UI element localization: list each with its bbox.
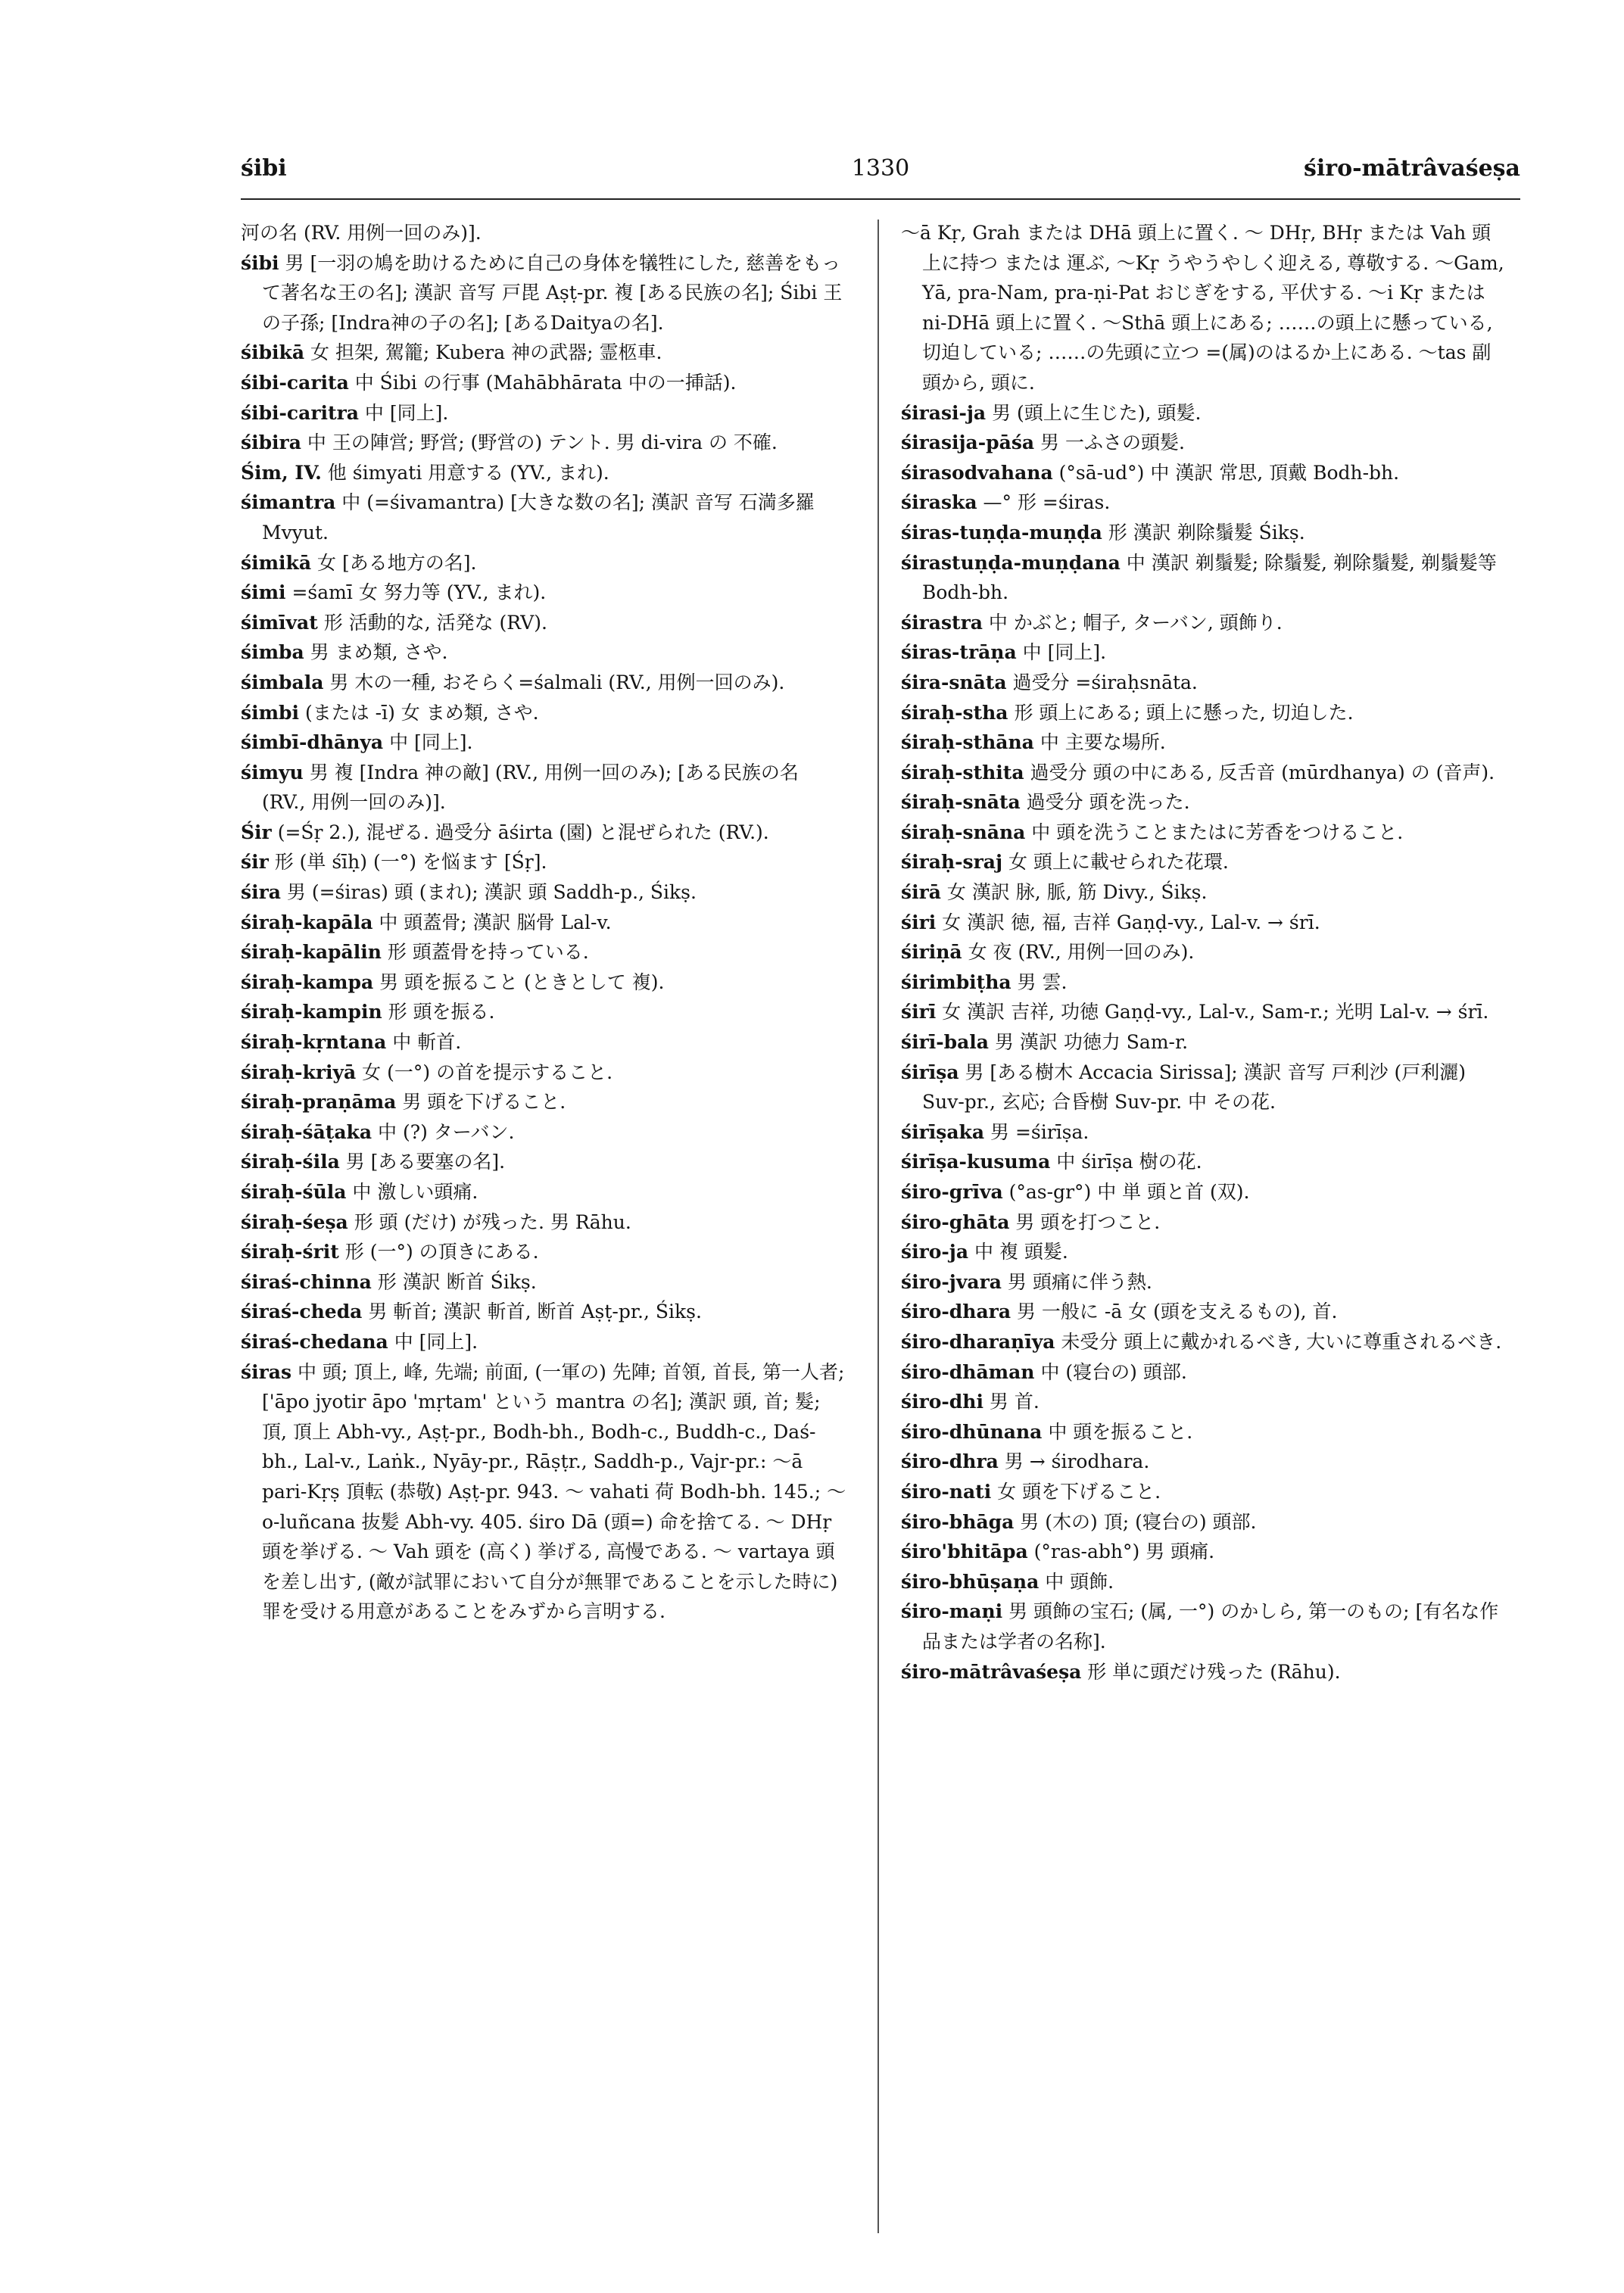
entry-headword: śiraḥ-kapāla bbox=[241, 911, 373, 933]
dictionary-entry bbox=[241, 967, 846, 998]
entry-definition: 男 [一羽の鳩を助けるために自己の身体を犠牲にした, 慈善をもって著名な王の名]; 漢訳 音写 戸毘 Aṣṭ-pr. 複 [ある民族の名]; Śibi 王の子孫; [Indra神の子の名]; [あるDaityaの名]. bbox=[262, 251, 843, 334]
entry-headword: śiraś-chedana bbox=[241, 1330, 388, 1353]
entry-definition: 中 頭を洗うことまたはに芳香をつけること. bbox=[1031, 821, 1404, 843]
dictionary-entry bbox=[901, 398, 1507, 428]
dictionary-entry bbox=[901, 518, 1507, 548]
entry-definition: 中 かぶと; 帽子, ターバン, 頭飾り. bbox=[988, 611, 1283, 634]
entry-definition: 形 漢訳 剃除鬚髮 Śikṣ. bbox=[1108, 521, 1305, 544]
dictionary-entry bbox=[241, 1297, 846, 1327]
entry-definition: 男 まめ類, さや. bbox=[310, 641, 448, 664]
dictionary-entry bbox=[241, 997, 846, 1027]
entry-definition: 男 斬首; 漢訳 斬首, 断首 Aṣṭ-pr., Śikṣ. bbox=[368, 1301, 702, 1323]
entry-definition: 中 Śibi の行事 (Mahābhārata 中の一挿話). bbox=[354, 371, 737, 394]
entry-headword: śiraḥ-sraj bbox=[901, 851, 1002, 874]
entry-definition: (または -ī) 女 まめ類, さや. bbox=[304, 701, 539, 724]
entry-definition: (°sā-ud°) 中 漢訳 常思, 頂戴 Bodh-bh. bbox=[1058, 461, 1400, 484]
dictionary-entry bbox=[241, 548, 846, 578]
entry-headword: śiraḥ-praṇāma bbox=[241, 1091, 397, 1114]
entry-headword: śirīṣaka bbox=[901, 1120, 985, 1143]
dictionary-entry bbox=[241, 637, 846, 668]
entry-headword: śiraḥ-śūla bbox=[241, 1181, 347, 1203]
entry-definition: 中 頭蓋骨; 漢訳 脳骨 Lal-v. bbox=[379, 911, 612, 933]
entry-headword: śiraḥ-śāṭaka bbox=[241, 1120, 372, 1143]
entry-headword: śimbī-dhānya bbox=[241, 731, 384, 754]
entry-headword: śir bbox=[241, 851, 269, 874]
dictionary-entry bbox=[901, 758, 1507, 788]
dictionary-entry bbox=[241, 368, 846, 398]
entry-definition: 男 =śirīṣa. bbox=[990, 1120, 1089, 1143]
entry-headword: śiras-tuṇḍa-muṇḍa bbox=[901, 521, 1102, 544]
entry-headword: śirasi-ja bbox=[901, 401, 987, 424]
entry-headword: śirā bbox=[901, 881, 941, 904]
entry-headword: śiro-dhra bbox=[901, 1450, 999, 1473]
dictionary-entry bbox=[241, 1027, 846, 1058]
entry-definition: 男 雲. bbox=[1017, 970, 1068, 993]
entry-definition: 中 [同上]. bbox=[389, 731, 473, 754]
entry-definition: 形 単に頭だけ残った (Rāhu). bbox=[1087, 1660, 1341, 1683]
entry-headword: śimīvat bbox=[241, 611, 318, 634]
entry-definition: 女 夜 (RV., 用例一回のみ). bbox=[968, 941, 1195, 964]
entry-definition: 形 漢訳 断首 Śikṣ. bbox=[377, 1270, 537, 1293]
entry-definition: 女 漢訳 脉, 脈, 筋 Divy., Śikṣ. bbox=[946, 881, 1208, 904]
entry-headword: śirīṣa-kusuma bbox=[901, 1151, 1051, 1173]
entry-definition: ～ā Kṛ, Grah または DHā 頭上に置く. ～ DHṛ, BHṛ または Vah 頭上に持つ または 運ぶ, ～Kṛ うやうやしく迎える, 尊敬する. ～Gam, Yā, pra-Nam, pra-ṇi-Pat おじぎをする, 平伏する. ～i Kṛ または ni-DHā 頭上に置く. ～Sthā 頭上にある; ……の頭上に懸っている, 切迫している; ……の先頭に立つ =(属)のはるか上にある. ～tas 副 頭から, 頭に. bbox=[901, 222, 1504, 394]
entry-definition: 形 (単 śīḥ) (一°) を悩ます [Śṛ]. bbox=[274, 851, 547, 874]
dictionary-entry bbox=[901, 1417, 1507, 1447]
entry-headword: śirastuṇḍa-muṇḍana bbox=[901, 551, 1121, 574]
entry-definition: 河の名 (RV. 用例一回のみ)]. bbox=[241, 222, 482, 244]
dictionary-entry bbox=[241, 1117, 846, 1148]
dictionary-entry bbox=[241, 488, 846, 547]
dictionary-entry bbox=[241, 608, 846, 638]
dictionary-entry bbox=[901, 967, 1507, 998]
entry-headword: śiraś-cheda bbox=[241, 1301, 363, 1323]
entry-headword: Śir bbox=[241, 821, 272, 843]
entry-definition: 男 [ある要塞の名]. bbox=[345, 1151, 506, 1173]
column-divider bbox=[877, 220, 879, 2233]
entry-headword: śirasodvahana bbox=[901, 461, 1053, 484]
entry-definition: 中 主要な場所. bbox=[1040, 731, 1166, 754]
dictionary-entry bbox=[901, 1567, 1507, 1597]
entry-definition: =śamī 女 努力等 (YV., まれ). bbox=[291, 581, 547, 604]
entry-headword: śiro-jvara bbox=[901, 1270, 1002, 1293]
entry-definition: 男 漢訳 功徳力 Sam-r. bbox=[994, 1031, 1189, 1054]
entry-definition: 中 漢訳 剃鬚髮; 除鬚髮, 剃除鬚髮, 剃鬚髮等 Bodh-bh. bbox=[922, 551, 1497, 604]
entry-definition: 女 [ある地方の名]. bbox=[317, 551, 477, 574]
entry-definition: 形 頭上にある; 頭上に懸った, 切迫した. bbox=[1014, 701, 1354, 724]
dictionary-entry bbox=[901, 1597, 1507, 1656]
dictionary-entry bbox=[241, 1177, 846, 1207]
dictionary-entry bbox=[901, 1117, 1507, 1148]
dictionary-entry bbox=[901, 818, 1507, 848]
entry-definition: 中 (=śivamantra) [大きな数の名]; 漢訳 音写 石満多羅 Mvyut. bbox=[262, 491, 815, 544]
entry-definition: 中 王の陣営; 野営; (野営の) テント. 男 di-vira の 不確. bbox=[307, 431, 778, 454]
dictionary-entry bbox=[241, 1147, 846, 1177]
dictionary-entry bbox=[241, 877, 846, 908]
entry-headword: śiraḥ-kriyā bbox=[241, 1061, 357, 1083]
entry-headword: śiro-ghāta bbox=[901, 1210, 1010, 1233]
entry-definition: 男 複 [Indra 神の敵] (RV., 用例一回のみ); [ある民族の名 (RV., 用例一回のみ)]. bbox=[262, 761, 799, 814]
dictionary-entry bbox=[901, 997, 1507, 1027]
entry-definition: 中 頭を振ること. bbox=[1048, 1420, 1193, 1443]
entry-headword: śirīṣa bbox=[901, 1061, 959, 1083]
dictionary-entry bbox=[901, 1657, 1507, 1687]
dictionary-entry bbox=[241, 398, 846, 428]
dictionary-entry bbox=[901, 488, 1507, 518]
dictionary-entry bbox=[901, 1207, 1507, 1238]
dictionary-entry bbox=[241, 218, 846, 248]
entry-definition: 形 活動的な, 活発な (RV). bbox=[323, 611, 547, 634]
dictionary-entry bbox=[901, 428, 1507, 458]
dictionary-entry bbox=[241, 698, 846, 728]
dictionary-entry bbox=[241, 1207, 846, 1238]
entry-headword: śiras bbox=[241, 1360, 292, 1383]
dictionary-entry bbox=[901, 1058, 1507, 1117]
dictionary-entry bbox=[901, 668, 1507, 698]
entry-headword: śirī bbox=[901, 1001, 937, 1023]
left-column bbox=[241, 218, 846, 2232]
dictionary-entry bbox=[241, 668, 846, 698]
entry-headword: śirī-bala bbox=[901, 1031, 989, 1054]
entry-headword: śiraḥ-śrit bbox=[241, 1241, 339, 1263]
entry-definition: 中 斬首. bbox=[392, 1031, 462, 1054]
entry-headword: śiraḥ-sthita bbox=[901, 761, 1024, 784]
dictionary-entry bbox=[241, 1267, 846, 1298]
entry-definition: 男 木の一種, おそらく=śalmali (RV., 用例一回のみ). bbox=[329, 671, 785, 693]
entry-headword: śimantra bbox=[241, 491, 336, 514]
entry-headword: śiro-maṇi bbox=[901, 1600, 1003, 1623]
dictionary-entry bbox=[901, 458, 1507, 488]
entry-definition: 男 → śirodhara. bbox=[1004, 1450, 1150, 1473]
entry-headword: śibi bbox=[241, 251, 279, 274]
entry-definition: 他 śimyati 用意する (YV., まれ). bbox=[327, 461, 609, 484]
dictionary-entry bbox=[901, 1357, 1507, 1388]
entry-headword: śibi-caritra bbox=[241, 401, 359, 424]
header-rule bbox=[241, 198, 1520, 200]
entry-headword: śiri bbox=[901, 911, 937, 933]
entry-headword: śiro-dhāman bbox=[901, 1360, 1035, 1383]
running-head bbox=[241, 155, 1520, 192]
entry-definition: 中 激しい頭痛. bbox=[352, 1181, 478, 1203]
entry-definition: 男 一ふさの頭髪. bbox=[1040, 431, 1185, 454]
entry-definition: 男 一般に -ā 女 (頭を支えるもの), 首. bbox=[1016, 1301, 1338, 1323]
entry-headword: śiro-ja bbox=[901, 1241, 969, 1263]
entry-headword: śimi bbox=[241, 581, 286, 604]
entry-definition: 男 首. bbox=[989, 1391, 1040, 1413]
entry-headword: śiraś-chinna bbox=[241, 1270, 372, 1293]
entry-definition: 過受分 =śiraḥsnāta. bbox=[1012, 671, 1198, 693]
dictionary-entry bbox=[901, 1537, 1507, 1567]
entry-headword: śiro-nati bbox=[901, 1480, 992, 1503]
entry-headword: śiro-dharaṇīya bbox=[901, 1330, 1055, 1353]
dictionary-entry bbox=[241, 1357, 846, 1627]
dictionary-entry bbox=[901, 908, 1507, 938]
entry-headword: śiraḥ-stha bbox=[901, 701, 1008, 724]
entry-definition: 未受分 頭上に戴かれるべき, 大いに尊重されるべき. bbox=[1061, 1330, 1502, 1353]
dictionary-entry bbox=[241, 1087, 846, 1117]
entry-definition: 中 śirīṣa 樹の花. bbox=[1056, 1151, 1202, 1173]
dictionary-entry bbox=[901, 637, 1507, 668]
dictionary-entry bbox=[901, 787, 1507, 818]
entry-definition: 男 (=śiras) 頭 (まれ); 漢訳 頭 Saddh-p., Śikṣ. bbox=[286, 881, 697, 904]
entry-headword: śirimbiṭha bbox=[901, 970, 1011, 993]
dictionary-entry bbox=[901, 1477, 1507, 1507]
dictionary-entry bbox=[901, 727, 1507, 758]
dictionary-entry bbox=[901, 1447, 1507, 1477]
dictionary-entry bbox=[241, 727, 846, 758]
entry-headword: śiro-grīva bbox=[901, 1181, 1003, 1203]
entry-definition: 中 頭飾. bbox=[1045, 1570, 1114, 1593]
dictionary-entry bbox=[901, 1387, 1507, 1417]
entry-definition: 女 頭を下げること. bbox=[997, 1480, 1161, 1503]
entry-headword: śimbala bbox=[241, 671, 324, 693]
entry-definition: 中 (寝台の) 頭部. bbox=[1040, 1360, 1187, 1383]
entry-headword: śiro-dhūnana bbox=[901, 1420, 1043, 1443]
entry-definition: 中 (?) ターバン. bbox=[378, 1120, 515, 1143]
entry-headword: śiro-bhāga bbox=[901, 1510, 1015, 1533]
entry-headword: śirastra bbox=[901, 611, 983, 634]
dictionary-entry bbox=[901, 608, 1507, 638]
right-column bbox=[901, 218, 1507, 2232]
guide-word-right: śiro-mātrâvaśeṣa bbox=[1303, 155, 1520, 182]
entry-headword: śiraḥ-śeṣa bbox=[241, 1210, 348, 1233]
entry-headword: śiro'bhitāpa bbox=[901, 1541, 1028, 1563]
entry-definition: 形 頭を振る. bbox=[388, 1001, 495, 1023]
dictionary-entry bbox=[901, 1027, 1507, 1058]
entry-definition: 男 頭飾の宝石; (属, 一°) のかしら, 第一のもの; [有名な作品または学者の名称]. bbox=[922, 1600, 1499, 1653]
entry-headword: śiraḥ-snāna bbox=[901, 821, 1026, 843]
dictionary-entry bbox=[901, 877, 1507, 908]
dictionary-entry bbox=[241, 1058, 846, 1088]
dictionary-entry bbox=[901, 1147, 1507, 1177]
entry-definition: 女 (一°) の首を提示すること. bbox=[362, 1061, 613, 1083]
dictionary-entry bbox=[901, 548, 1507, 608]
dictionary-entry bbox=[901, 1327, 1507, 1357]
entry-definition: 女 頭上に載せられた花環. bbox=[1008, 851, 1229, 874]
entry-definition: 形 頭蓋骨を持っている. bbox=[387, 941, 589, 964]
entry-headword: śiro-dhi bbox=[901, 1391, 983, 1413]
entry-headword: śiras-trāṇa bbox=[901, 641, 1017, 664]
dictionary-entry bbox=[241, 1327, 846, 1357]
dictionary-entry bbox=[901, 1237, 1507, 1267]
entry-definition: 中 頭; 頂上, 峰, 先端; 前面, (一軍の) 先陣; 首領, 首長, 第一人者; ['āpo jyotir āpo 'mṛtam' という mantra の名]; 漢訳 頭, 首; 髮; 頂, 頂上 Abh-vy., Aṣṭ-pr., Bodh-bh., Bodh-c., Buddh-c., Daś-bh., Lal-v., Laṅk., Nyāy-pr., Rāṣṭr., Saddh-p., Vajr-pr.: ～ā pari-Kṛṣ 頂転 (恭敬) Aṣṭ-pr. 943. ～ vahati 荷 Bodh-bh. 145.; ～o-luñcana 抜髪 Abh-vy. 405. śiro Dā (頭=) 命を捨てる. ～ DHṛ 頭を挙げる. ～ Vah 頭を (高く) 挙げる, 高慢である. ～ vartaya 頭を差し出す, (敵が試罪において自分が無罪であることを示した時に) 罪を受ける用意があることをみずから言明する. bbox=[262, 1360, 846, 1623]
dictionary-entry bbox=[901, 1297, 1507, 1327]
entry-headword: śimbi bbox=[241, 701, 300, 724]
entry-headword: śimyu bbox=[241, 761, 304, 784]
entry-headword: śiro-mātrâvaśeṣa bbox=[901, 1660, 1082, 1683]
entry-definition: 形 頭 (だけ) が残った. 男 Rāhu. bbox=[354, 1210, 631, 1233]
entry-definition: (°as-gr°) 中 単 頭と首 (双). bbox=[1008, 1181, 1250, 1203]
entry-headword: Śim, IV. bbox=[241, 461, 322, 484]
entry-definition: 中 複 頭髮. bbox=[974, 1241, 1068, 1263]
entry-definition: 中 [同上]. bbox=[364, 401, 449, 424]
entry-definition: 中 [同上]. bbox=[1022, 641, 1107, 664]
entry-headword: śirasija-pāśa bbox=[901, 431, 1035, 454]
entry-headword: śiraḥ-śila bbox=[241, 1151, 340, 1173]
dictionary-entry bbox=[901, 218, 1507, 398]
entry-definition: (°ras-abh°) 男 頭痛. bbox=[1033, 1541, 1215, 1563]
guide-word-left: śibi bbox=[241, 155, 287, 182]
entry-definition: 男 頭を振ること (ときとして 複). bbox=[379, 970, 665, 993]
entry-headword: śiraḥ-snāta bbox=[901, 791, 1021, 814]
entry-headword: śiro-dhara bbox=[901, 1301, 1011, 1323]
entry-definition: 男 頭痛に伴う熱. bbox=[1007, 1270, 1152, 1293]
entry-headword: śira bbox=[241, 881, 281, 904]
entry-headword: śiro-bhūṣaṇa bbox=[901, 1570, 1040, 1593]
entry-headword: śiraska bbox=[901, 491, 977, 514]
dictionary-entry bbox=[241, 428, 846, 458]
entry-headword: śiriṇā bbox=[901, 941, 962, 964]
entry-headword: śiraḥ-kapālin bbox=[241, 941, 382, 964]
entry-headword: śibira bbox=[241, 431, 301, 454]
entry-definition: 男 頭を打つこと. bbox=[1015, 1210, 1161, 1233]
page-number: 1330 bbox=[851, 155, 910, 182]
dictionary-entry bbox=[241, 758, 846, 818]
entry-definition: 過受分 頭の中にある, 反舌音 (mūrdhanya) の (音声). bbox=[1030, 761, 1495, 784]
dictionary-entry bbox=[241, 338, 846, 368]
dictionary-entry bbox=[241, 818, 846, 848]
dictionary-entry bbox=[901, 1267, 1507, 1298]
entry-definition: 女 担架, 駕籠; Kubera 神の武器; 霊柩車. bbox=[310, 341, 662, 364]
entry-definition: 女 漢訳 徳, 福, 吉祥 Gaṇḍ-vy., Lal-v. → śrī. bbox=[942, 911, 1320, 933]
entry-definition: 男 [ある樹木 Accacia Sirissa]; 漢訳 音写 戸利沙 (戸利灑) Suv-pr., 玄応; 合昏樹 Suv-pr. 中 その花. bbox=[922, 1061, 1467, 1114]
entry-headword: śimba bbox=[241, 641, 304, 664]
dictionary-entry bbox=[901, 937, 1507, 967]
entry-definition: (=Śṛ 2.), 混ぜる. 過受分 āśirta (園) と混ぜられた (RV.). bbox=[277, 821, 769, 843]
entry-definition: 形 (一°) の頂きにある. bbox=[344, 1241, 539, 1263]
entry-definition: 男 (頭上に生じた), 頭髪. bbox=[992, 401, 1202, 424]
entry-definition: 過受分 頭を洗った. bbox=[1026, 791, 1190, 814]
entry-definition: 男 (木の) 頂; (寝台の) 頭部. bbox=[1020, 1510, 1257, 1533]
entry-definition: 女 漢訳 吉祥, 功徳 Gaṇḍ-vy., Lal-v., Sam-r.; 光明 Lal-v. → śrī. bbox=[942, 1001, 1489, 1023]
entry-definition: 中 [同上]. bbox=[394, 1330, 478, 1353]
entry-headword: śira-snāta bbox=[901, 671, 1007, 693]
dictionary-entry bbox=[241, 847, 846, 877]
dictionary-entry bbox=[901, 698, 1507, 728]
dictionary-entry bbox=[241, 937, 846, 967]
dictionary-entry bbox=[901, 847, 1507, 877]
dictionary-entry bbox=[901, 1507, 1507, 1537]
entry-headword: śiraḥ-kampa bbox=[241, 970, 374, 993]
entry-definition: 男 頭を下げること. bbox=[402, 1091, 566, 1114]
dictionary-entry bbox=[901, 1177, 1507, 1207]
entry-headword: śiraḥ-kampin bbox=[241, 1001, 382, 1023]
dictionary-entry bbox=[241, 1237, 846, 1267]
entry-headword: śiraḥ-sthāna bbox=[901, 731, 1034, 754]
dictionary-entry bbox=[241, 908, 846, 938]
dictionary-entry bbox=[241, 248, 846, 338]
entry-headword: śiraḥ-kṛntana bbox=[241, 1031, 387, 1054]
entry-headword: śibikā bbox=[241, 341, 305, 364]
dictionary-entry bbox=[241, 458, 846, 488]
dictionary-entry bbox=[241, 578, 846, 608]
entry-definition: —° 形 =śiras. bbox=[983, 491, 1111, 514]
entry-headword: śimikā bbox=[241, 551, 312, 574]
entry-headword: śibi-carita bbox=[241, 371, 349, 394]
